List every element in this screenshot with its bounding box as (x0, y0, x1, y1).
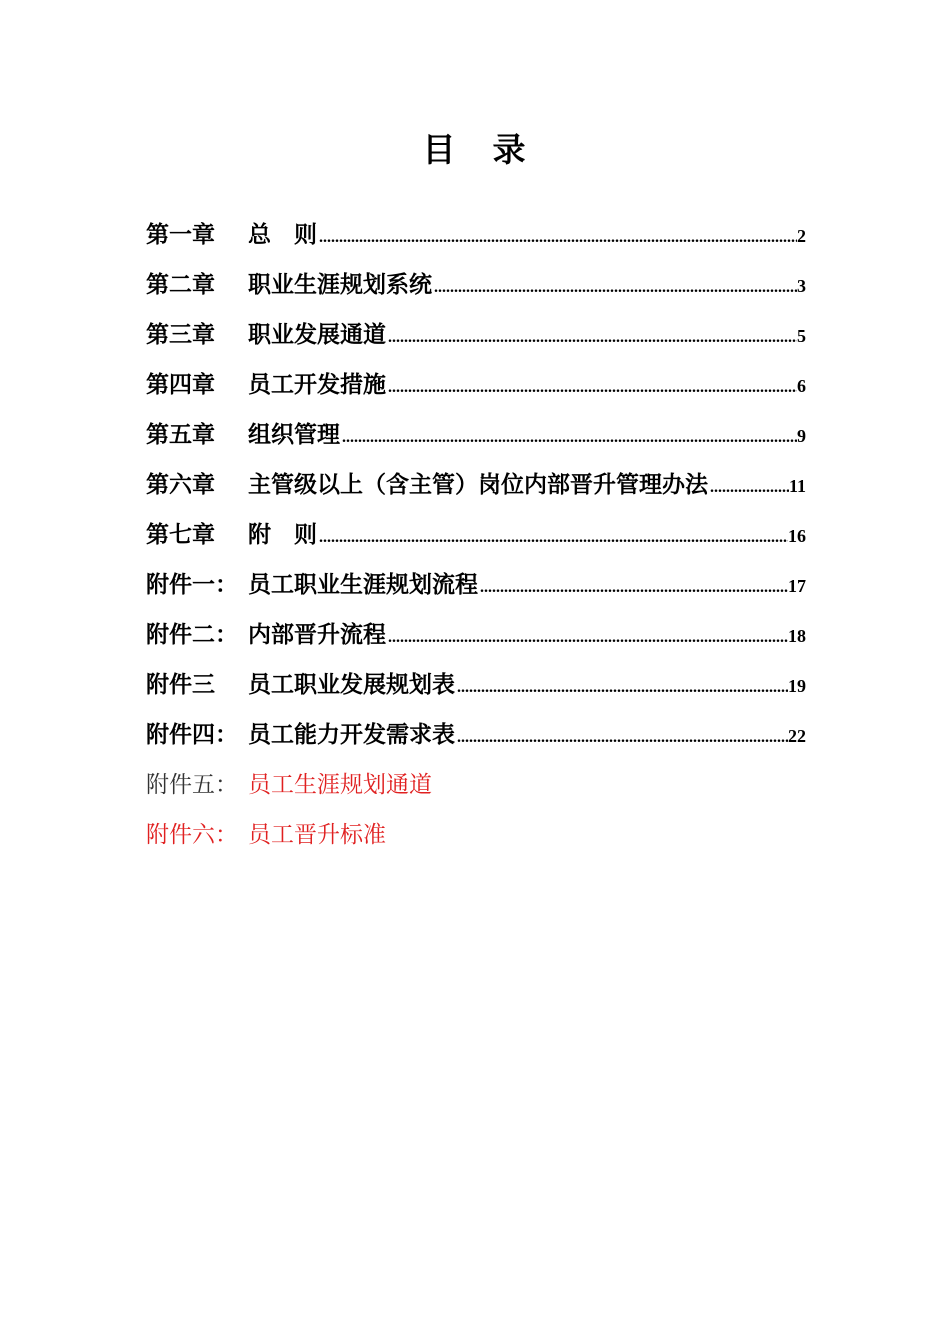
toc-entry-label: 附件二： (146, 621, 238, 648)
toc-entry-title: 总 则 (248, 221, 317, 248)
toc-entry-label: 第五章 (146, 421, 215, 448)
toc-entry-title: 员工生涯规划通道 (248, 772, 432, 798)
toc-entry-label: 附件四： (146, 721, 238, 748)
dot-leader (455, 663, 788, 713)
toc-entry[interactable] (146, 410, 806, 460)
toc-entry-page: 22 (788, 726, 806, 746)
dot-leader (708, 463, 789, 513)
dot-leader (386, 313, 797, 363)
toc-entry-label: 附件三 (146, 671, 215, 698)
toc-entry-label: 第二章 (146, 271, 215, 298)
toc-entry-label: 附件六： (146, 822, 238, 848)
toc-entry-label: 第三章 (146, 321, 215, 348)
toc-entry[interactable] (146, 810, 806, 860)
dot-leader (478, 563, 788, 613)
toc-entry[interactable] (146, 760, 806, 810)
toc-entry-label: 附件一： (146, 571, 238, 598)
toc-entry[interactable] (146, 660, 806, 710)
toc-entry-title: 员工职业生涯规划流程 (248, 571, 478, 598)
toc-entry-label: 第四章 (146, 371, 215, 398)
toc-entry[interactable] (146, 260, 806, 310)
toc-entry-page: 6 (797, 376, 806, 396)
toc-entry-label: 附件五： (146, 772, 238, 798)
toc-entry-page: 18 (788, 626, 806, 646)
dot-leader (386, 363, 797, 413)
dot-leader (386, 613, 788, 663)
toc-entry[interactable] (146, 560, 806, 610)
dot-leader (317, 213, 797, 263)
toc-entry-title: 员工晋升标准 (248, 822, 386, 848)
toc-list (146, 210, 806, 860)
toc-entry-page: 9 (797, 426, 806, 446)
toc-entry-title: 内部晋升流程 (248, 621, 386, 648)
toc-entry[interactable] (146, 610, 806, 660)
toc-entry-page: 19 (788, 676, 806, 696)
toc-entry[interactable] (146, 710, 806, 760)
toc-entry-title: 组织管理 (248, 421, 340, 448)
dot-leader (432, 263, 797, 313)
toc-entry[interactable] (146, 210, 806, 260)
toc-entry[interactable] (146, 460, 806, 510)
dot-leader (455, 713, 788, 763)
toc-entry-title: 职业生涯规划系统 (248, 271, 432, 298)
toc-entry-title: 主管级以上（含主管）岗位内部晋升管理办法 (248, 471, 708, 498)
toc-entry-label: 第七章 (146, 521, 215, 548)
toc-entry-title: 员工能力开发需求表 (248, 721, 455, 748)
dot-leader (340, 413, 797, 463)
toc-entry-page: 5 (797, 326, 806, 346)
toc-entry-page: 16 (788, 526, 806, 546)
toc-entry[interactable] (146, 310, 806, 360)
toc-entry-page: 11 (788, 476, 806, 496)
toc-entry-title: 附 则 (248, 521, 317, 548)
toc-entry-title: 职业发展通道 (248, 321, 386, 348)
toc-entry-label: 第一章 (146, 221, 215, 248)
toc-entry[interactable] (146, 510, 806, 560)
toc-entry-title: 员工开发措施 (248, 371, 386, 398)
toc-entry-label: 第六章 (146, 471, 215, 498)
toc-entry-page: 2 (797, 226, 806, 246)
toc-entry-page: 17 (788, 576, 806, 596)
toc-entry-page: 3 (797, 276, 806, 296)
toc-entry-title: 员工职业发展规划表 (248, 671, 455, 698)
toc-entry[interactable] (146, 360, 806, 410)
toc-heading: 目 录 (422, 130, 528, 169)
dot-leader (317, 513, 788, 563)
